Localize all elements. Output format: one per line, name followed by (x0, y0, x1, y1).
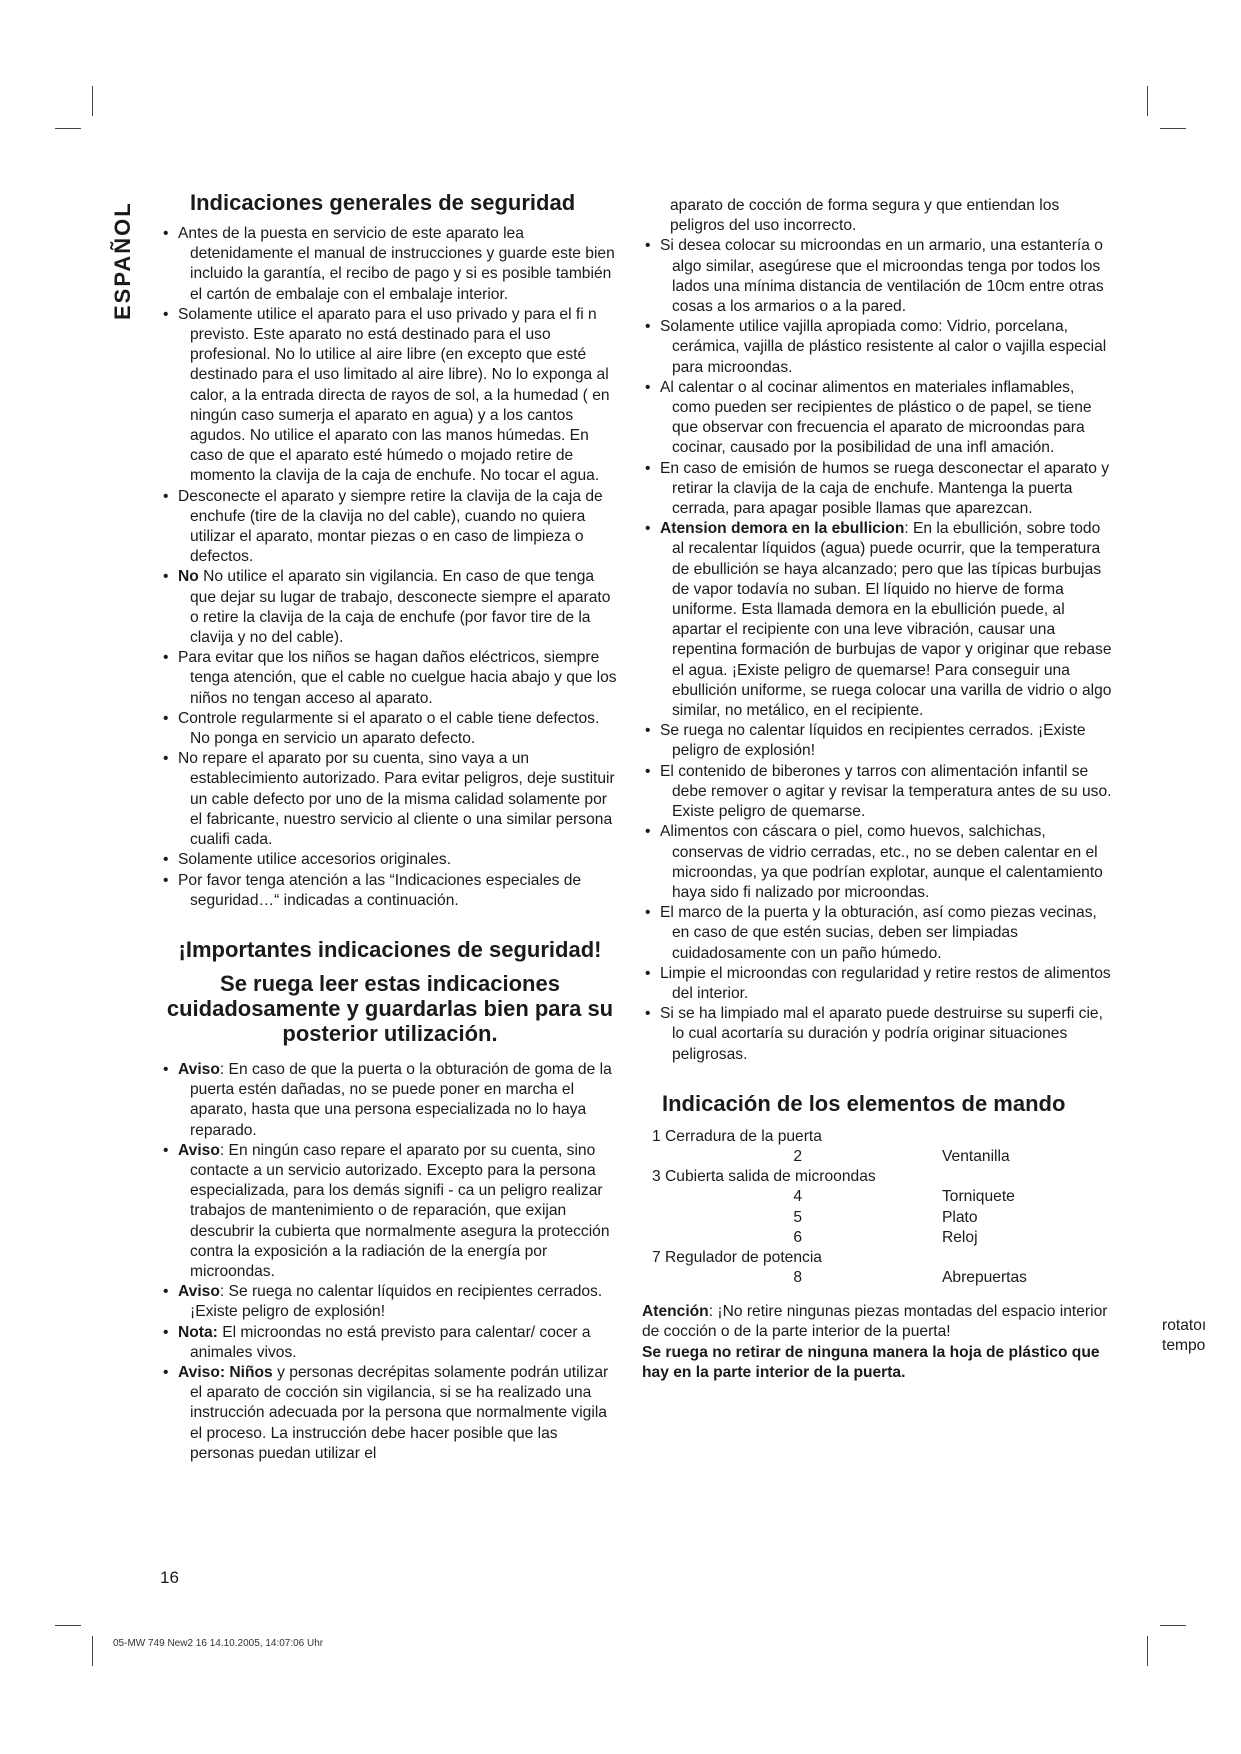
overflow-text: tempo (1162, 1337, 1206, 1354)
crop-mark (55, 128, 81, 129)
language-tab: ESPAÑOL (110, 201, 135, 320)
list-item: • Se ruega no calentar líquidos en recipientes cerrados. ¡Existe peligro de explosión! (642, 721, 1112, 761)
attention-bold-note: Se ruega no retirar de ninguna manera la hoja de plástico que hay en la parte interior de la puerta. (642, 1343, 1100, 1381)
crop-mark (92, 86, 93, 116)
list-item: • Para evitar que los niños se hagan daños eléctricos, siempre tenga atención, que el cable no cuelgue hacia abajo y que los niños no tengan acceso al aparato. (160, 648, 620, 709)
section-subtitle: Se ruega leer estas indicaciones cuidadosamente y guardarlas bien para su posterior utilización. (166, 970, 614, 1046)
list-item: • Controle regularmente si el aparato o el cable tiene defectos. No ponga en servicio un aparato defecto. (160, 709, 620, 749)
list-item: • Aviso: Niños y personas decrépitas solamente podrán utilizar el aparato de cocción sin vigilancia, si se ha realizado una instrucción adecuada por la persona que normalmente vigila el proceso. La instrucción debe hacer posible que las personas puedan utilizar el (160, 1363, 620, 1464)
control-row: 2 Ventanilla (793, 1147, 1010, 1165)
list-item: • Alimentos con cáscara o piel, como huevos, salchichas, conservas de vidrio cerradas, etc., no se deben calentar en el microondas, ya que podrían explotar, aunque el calentamiento haya sido fi nalizado por microondas. (642, 822, 1112, 903)
crop-mark (1147, 1636, 1148, 1666)
overflow-text: rotatoı (1162, 1317, 1207, 1334)
list-item: • Limpie el microondas con regularidad y retire restos de alimentos del interior. (642, 964, 1112, 1004)
list-item: • Aviso: En ningún caso repare el aparato por su cuenta, sino contacte a un servicio autorizado. Excepto para la persona especializada, para los demás signifi - ca un peligro realizar trabajos de mantenimiento o de reparación, que exijan descubrir la cubierta que normalmente asegura la protección contra la exposición a la radiación de la energía por microondas. (160, 1141, 620, 1282)
control-row: 7 Regulador de potencia (652, 1248, 822, 1266)
continuation-text: aparato de cocción de forma segura y que entiendan los peligros del uso incorrecto. (670, 197, 1060, 235)
list-item: • Si desea colocar su microondas en un armario, una estantería o algo similar, asegúrese que el microondas tenga por todos los lados una mínima distancia de ventilación de 10cm entre otras cosas a los armarios o a la pared. (642, 236, 1112, 317)
list-item: • Desconecte el aparato y siempre retire la clavija de la caja de enchufe (tire de la clavija no del cable), cuando no quiera utilizar el aparato, montar piezas o en caso de limpieza o defectos. (160, 487, 620, 568)
list-item: • En caso de emisión de humos se ruega desconectar el aparato y retirar la clavija de la caja de enchufe. Mantenga la puerta cerrada, para apagar posible llamas que aparezcan. (642, 459, 1112, 520)
list-item: • Atension demora en la ebullicion: En la ebullición, sobre todo al recalentar líquidos (agua) puede ocurrir, que la temperatura de ebullición se haya alcanzado; pero que las típicas burbujas de vapor todavía no suban. El líquido no hierve de forma uniforme. Esta llamada demora en la ebullición puede, al apartar el recipiente con una leve vibración, causar una repentina formación de burbujas de vapor y originar que rebase el agua. ¡Existe peligro de quemarse! Para conseguir una ebullición uniforme, se ruega colocar una varilla de vidrio o algo similar, no metálico, en el recipiente. (642, 519, 1112, 721)
right-column (642, 196, 1112, 1383)
control-row: 3 Cubierta salida de microondas (652, 1168, 876, 1186)
important-safety-list (160, 1060, 620, 1464)
list-item: • No No utilice el aparato sin vigilancia. En caso de que tenga que dejar su lugar de trabajo, desconecte siempre el aparato o retire la clavija de la caja de enchufe (por favor tire de la clavija y no del cable). (160, 567, 620, 648)
general-safety-list (160, 224, 620, 911)
print-footer: 05-MW 749 New2 16 14.10.2005, 14:07:06 Uhr (113, 1638, 324, 1649)
crop-mark (1147, 86, 1148, 116)
control-row: 8 Abrepuertas (793, 1269, 1027, 1287)
controls-list (652, 1127, 1112, 1289)
list-item: • Aviso: En caso de que la puerta o la obturación de goma de la puerta estén dañadas, no se puede poner en marcha el aparato, hasta que una persona especializada no lo haya reparado. (160, 1060, 620, 1141)
controls-title: Indicación de los elementos de mando (662, 1090, 1066, 1116)
crop-mark (55, 1625, 81, 1626)
list-item: • Por favor tenga atención a las “Indicaciones especiales de seguridad…“ indicadas a continuación. (160, 871, 620, 911)
control-row: 4 Torniquete (793, 1188, 1015, 1206)
list-item: • No repare el aparato por su cuenta, sino vaya a un establecimiento autorizado. Para evitar peligros, deje sustituir un cable defecto por uno de la misma calidad solamente por el fabricante, nuestro servicio al cliente o una similar persona cualifi cada. (160, 749, 620, 850)
list-item: • Si se ha limpiado mal el aparato puede destruirse su superfi cie, lo cual acortaría su duración y podría originar situaciones peligrosas. (642, 1004, 1112, 1065)
list-item: • Antes de la puesta en servicio de este aparato lea detenidamente el manual de instrucciones y guarde este bien incluido la garantía, el recibo de pago y si es posible también el cartón de embalaje con el embalaje interior. (160, 224, 620, 305)
control-row: 1 Cerradura de la puerta (652, 1127, 822, 1145)
list-item: • El marco de la puerta y la obturación, así como piezas vecinas, en caso de que estén sucias, deben ser limpiadas cuidadosamente con un paño húmedo. (642, 903, 1112, 964)
page-number: 16 (160, 1568, 179, 1587)
crop-mark (1160, 1625, 1186, 1626)
list-item: • Al calentar o al cocinar alimentos en materiales inflamables, como pueden ser recipientes de plástico o de papel, se tiene que observar con frecuencia el aparato de microondas para cocinar, causado por la posibilidad de una infl amación. (642, 378, 1112, 459)
control-row: 6 Reloj (793, 1228, 978, 1246)
list-item: • El contenido de biberones y tarros con alimentación infantil se debe remover o agitar y revisar la temperatura antes de su uso. Existe peligro de quemarse. (642, 762, 1112, 823)
crop-mark (92, 1636, 93, 1666)
attention-note: Atención: ¡No retire ningunas piezas montadas del espacio interior de cocción o de la parte interior de la puerta! Se ruega no retirar de ninguna manera la hoja de plástico que hay en la parte interior de la puerta. (642, 1303, 1108, 1381)
list-item: • Solamente utilice el aparato para el uso privado y para el fi n previsto. Este aparato no está destinado para el uso profesional. No lo utilice al aire libre (en excepto que esté destinado para el uso limitado al aire libre). No lo exponga al calor, a la entrada directa de rayos de sol, a la humedad ( en ningún caso sumerja el aparato en agua) y a los cantos agudos. No utilice el aparato con las manos húmedas. En caso de que el aparato esté húmedo o mojado retire de momento la clavija de la caja de enchufe. No tocar el agua. (160, 305, 620, 487)
section-title-general-safety: Indicaciones generales de seguridad (190, 190, 576, 215)
list-item: • Solamente utilice accesorios originales. (160, 850, 620, 870)
left-column (160, 190, 620, 1464)
list-item: • Nota: El microondas no está previsto para calentar/ cocer a animales vivos. (160, 1323, 620, 1363)
crop-mark (1160, 128, 1186, 129)
list-item: • Solamente utilice vajilla apropiada como: Vidrio, porcelana, cerámica, vajilla de plástico resistente al calor o vajilla especial para microondas. (642, 317, 1112, 378)
section-title-important: ¡Importantes indicaciones de seguridad! (178, 936, 602, 962)
control-row: 5 Plato (793, 1208, 978, 1226)
list-item: • Aviso: Se ruega no calentar líquidos en recipientes cerrados. ¡Existe peligro de explosión! (160, 1282, 620, 1322)
right-safety-list (642, 236, 1112, 1064)
